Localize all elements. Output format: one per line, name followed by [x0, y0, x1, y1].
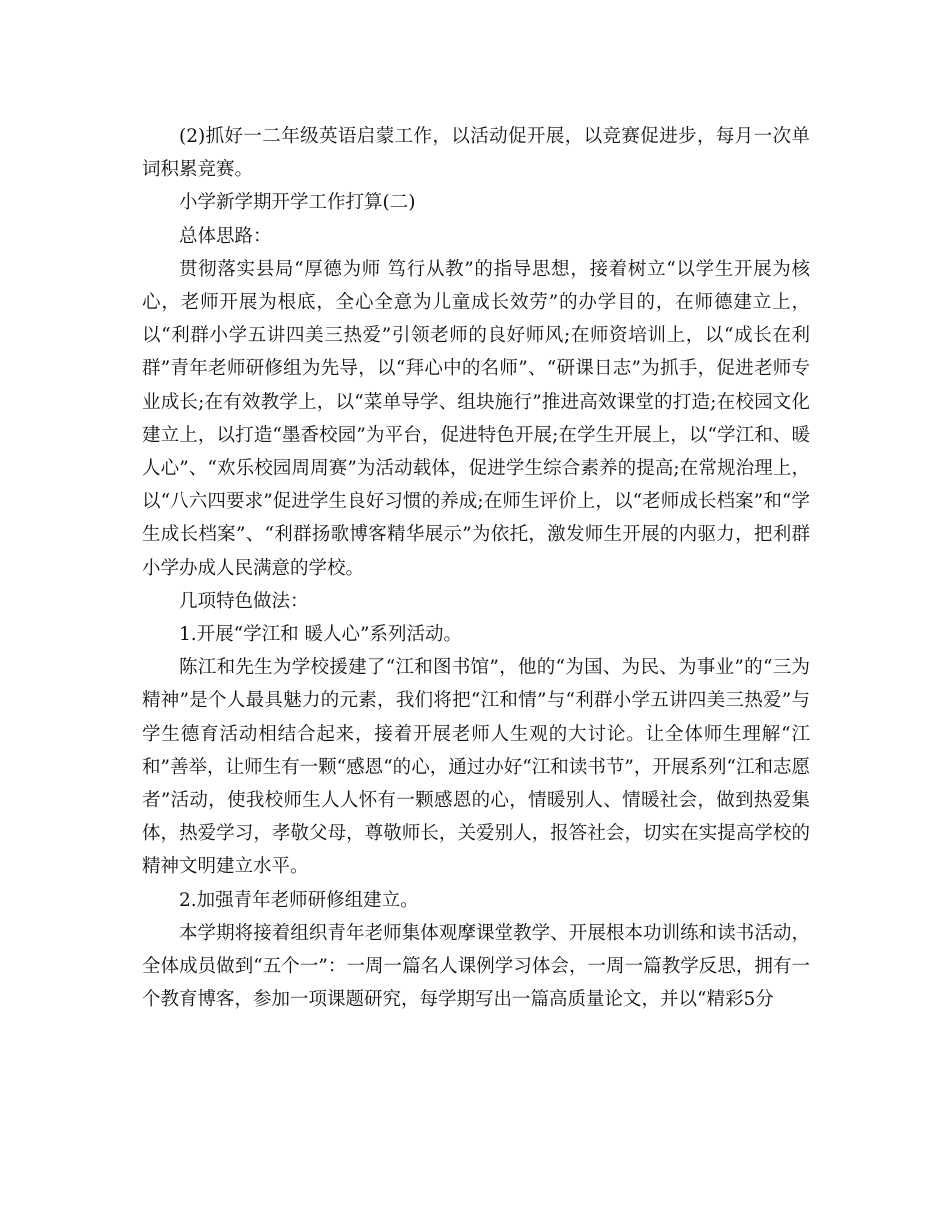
document-page — [142, 120, 810, 1016]
paragraph-item-2: 本学期将接着组织青年老师集体观摩课堂教学、开展根本功训练和读书活动，全体成员做到“五个一”：一周一篇名人课例学习体会，一周一篇教学反思，拥有一个教育博客，参加一项课题研究，每学期写出一篇高质量论文，并以“精彩5分 — [142, 922, 810, 1011]
item-heading-1: 1.开展“学江和 暖人心”系列活动。 — [179, 624, 462, 646]
paragraph-english-enlightenment: (2)抓好一二年级英语启蒙工作，以活动促开展，以竞赛促进步，每月一次单词积累竞赛。 — [142, 126, 810, 181]
paragraph-item-1: 陈江和先生为学校援建了“江和图书馆”，他的“为国、为民、为事业”的“三为精神”是个人最具魅力的元素，我们将把“江和情”与“利群小学五讲四美三热爱”与学生德育活动相结合起来，接着开展老师人生观的大讨论。让全体师生理解“江和”善举，让师生有一颗“感恩“的心，通过办好“江和读书节”，开展系列“江和志愿者”活动，使我校师生人人怀有一颗感恩的心，情暖别人、情暖社会，做到热爱集体，热爱学习，孝敬父母，尊敬师长，关爱别人，报答社会，切实在实提高学校的精神文明建立水平。 — [142, 657, 810, 878]
subheading-featured-practices: 几项特色做法： — [179, 590, 309, 612]
paragraph-overall-approach: 贯彻落实县局“厚德为师 笃行从教”的指导思想，接着树立“以学生开展为核心，老师开展为根底，全心全意为儿童成长效劳”的办学目的，在师德建立上，以“利群小学五讲四美三热爱”引领老师的良好师风;在师资培训上，以“成长在利群”青年老师研修组为先导，以“拜心中的名师”、“研课日志”为抓手，促进老师专业成长;在有效教学上，以“菜单导学、组块施行”推进高效课堂的打造;在校园文化建立上，以打造“墨香校园”为平台，促进特色开展;在学生开展上，以“学江和、暖人心”、“欢乐校园周周赛”为活动载体，促进学生综合素养的提高;在常规治理上，以“八六四要求”促进学生良好习惯的养成;在师生评价上，以“老师成长档案”和“学生成长档案”、“利群扬歌博客精华展示”为依托，激发师生开展的内驱力，把利群小学办成人民满意的学校。 — [142, 258, 810, 579]
subheading-overall-approach: 总体思路： — [179, 225, 272, 247]
section-title: 小学新学期开学工作打算(二) — [179, 192, 416, 214]
item-heading-2: 2.加强青年老师研修组建立。 — [179, 889, 419, 911]
